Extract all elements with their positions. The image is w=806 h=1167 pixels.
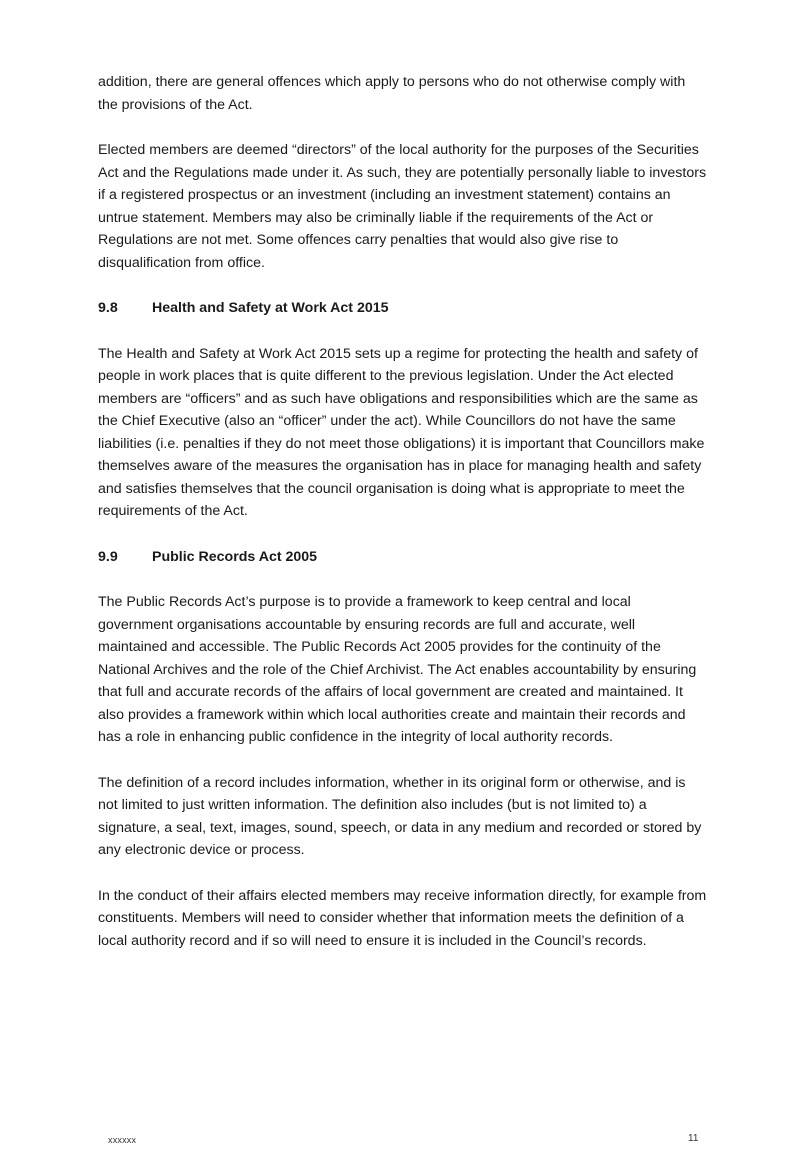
section-number: 9.9 xyxy=(98,548,118,565)
section-title: Health and Safety at Work Act 2015 xyxy=(152,300,389,316)
section-heading-9-8 xyxy=(98,297,708,320)
page-number: 11 xyxy=(688,1133,699,1144)
section-number: 9.8 xyxy=(98,300,118,316)
paragraph-record-definition: The definition of a record includes information, whether in its original form or otherwise, and is not limited to just written information. The definition also includes (but is not limited to) a signature, a seal, text, images, sound, speech, or data in any medium and recorded or stored by any electronic device or process. xyxy=(98,774,702,858)
paragraph-health-safety: The Health and Safety at Work Act 2015 sets up a regime for protecting the health and safety of people in work places that is quite different to the previous legislation. Under the Act elected members are “officers” and as such have obligations and responsibilities which are the same as the Chief Executive (also an “officer” under the act). While Councillors do not have the same liabilities (i.e. penalties if they do not meet those obligations) it is important that Councillors make themselves aware of the measures the organisation has in place for managing health and safety and satisfies themselves that the council organisation is doing what is appropriate to meet the requirements of the Act. xyxy=(98,345,705,519)
paragraph-public-records-purpose: The Public Records Act’s purpose is to provide a framework to keep central and local government organisations accountable by ensuring records are full and accurate, well maintained and accessible. The Public Records Act 2005 provides for the continuity of the National Archives and the role of the Chief Archivist. The Act enables accountability by ensuring that full and accurate records of the affairs of local government are created and maintained. It also provides a framework within which local authorities create and maintain their records and has a role in enhancing public confidence in the integrity of local authority records. xyxy=(98,594,697,745)
paragraph-member-information: In the conduct of their affairs elected members may receive information directly, for example from constituents. Members will need to consider whether that information meets the definition of a local authority record and if so will need to ensure it is included in the Council’s records. xyxy=(98,887,707,949)
paragraph-elected-members-directors: Elected members are deemed “directors” of the local authority for the purposes of the Securities Act and the Regulations made under it. As such, they are potentially personally liable to investors if a registered prospectus or an investment (including an investment statement) contains an untrue statement. Members may also be criminally liable if the requirements of the Act or Regulations are not met. Some offences carry penalties that would also give rise to disqualification from office. xyxy=(98,142,707,271)
footer-label: xxxxxx xyxy=(108,1135,137,1145)
section-title: Public Records Act 2005 xyxy=(152,548,318,565)
page-content xyxy=(98,71,708,975)
section-heading-9-9 xyxy=(98,546,708,569)
paragraph-offences-continued: addition, there are general offences which apply to persons who do not otherwise comply with the provisions of the Act. xyxy=(98,74,686,113)
